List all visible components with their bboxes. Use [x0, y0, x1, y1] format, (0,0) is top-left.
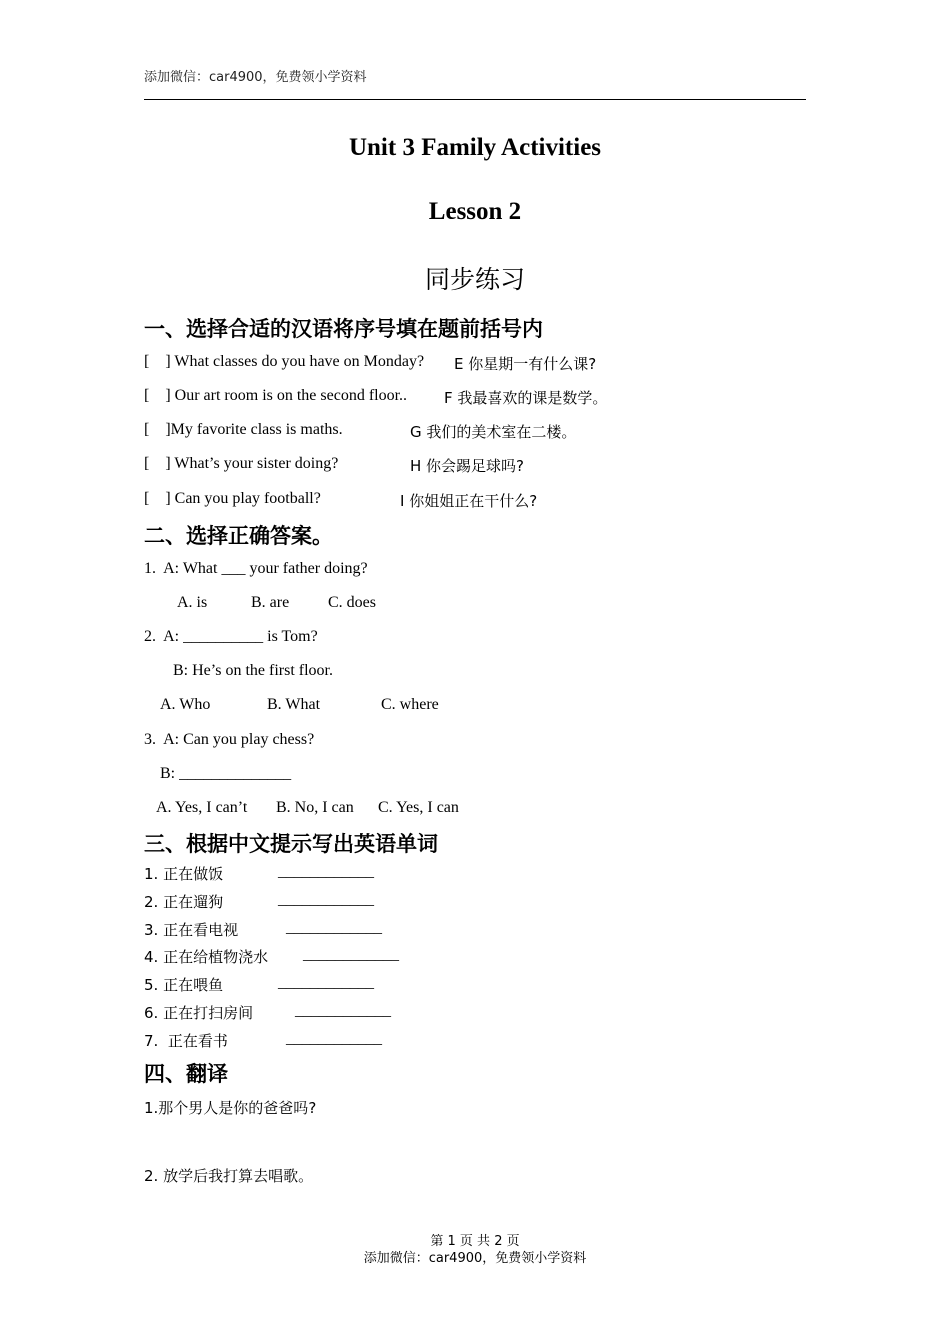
s2-q3-question: 3. A: Can you play chess?	[144, 731, 315, 748]
page-header-text: 添加微信：car4900，免费领小学资料	[144, 70, 367, 85]
s1-item-5-en: [ ] Can you play football?	[144, 490, 321, 507]
s1-item-3-cn: G 我们的美术室在二楼。	[410, 423, 577, 441]
s1-item-3-en: [ ]My favorite class is maths.	[144, 421, 343, 438]
s3-item-7-blank: ____________	[286, 1030, 382, 1047]
s3-item-6-blank: ____________	[295, 1002, 391, 1019]
s4-item-1: 1.那个男人是你的爸爸吗?	[144, 1099, 317, 1117]
lesson-title: Lesson 2	[428, 198, 522, 225]
exercise-subtitle: 同步练习	[424, 265, 525, 294]
s1-item-2-cn: F 我最喜欢的课是数学。	[444, 389, 608, 407]
header-divider	[144, 99, 806, 100]
s3-item-2-blank: ____________	[278, 891, 374, 908]
s2-q3-answer: B: ______________	[160, 765, 292, 782]
page-number: 第 1 页 共 2 页	[430, 1234, 520, 1249]
s3-item-3-label: 3. 正在看电视	[144, 921, 239, 939]
s3-item-4-label: 4. 正在给植物浇水	[144, 948, 269, 966]
s2-q1-question: 1. A: What ___ your father doing?	[144, 560, 368, 577]
s2-q2-option-a: A. Who	[160, 696, 211, 713]
section2-heading: 二、选择正确答案。	[144, 524, 333, 548]
s1-item-5-cn: I 你姐姐正在干什么?	[400, 492, 538, 510]
s1-item-4-cn: H 你会踢足球吗?	[410, 457, 525, 475]
s1-item-4-en: [ ] What’s your sister doing?	[144, 455, 339, 472]
section1-heading: 一、选择合适的汉语将序号填在题前括号内	[144, 317, 543, 341]
s3-item-2-label: 2. 正在遛狗	[144, 893, 224, 911]
s2-q1-option-a: A. is	[177, 594, 208, 611]
s1-item-2-en: [ ] Our art room is on the second floor..	[144, 387, 408, 404]
s2-q2-answer: B: He’s on the first floor.	[173, 662, 333, 679]
s2-q1-option-c: C. does	[328, 594, 376, 611]
unit-title: Unit 3 Family Activities	[348, 134, 602, 161]
s3-item-7-label: 7. 正在看书	[144, 1032, 228, 1050]
s1-item-1-cn: E 你星期一有什么课?	[454, 355, 597, 373]
s2-q1-option-b: B. are	[251, 594, 290, 611]
s2-q2-option-c: C. where	[381, 696, 439, 713]
page-footer-text: 添加微信：car4900，免费领小学资料	[363, 1251, 587, 1266]
s3-item-1-blank: ____________	[278, 863, 374, 880]
s2-q3-option-a: A. Yes, I can’t	[156, 799, 248, 816]
s4-item-2: 2. 放学后我打算去唱歌。	[144, 1167, 314, 1185]
s2-q3-option-c: C. Yes, I can	[378, 799, 459, 816]
section4-heading: 四、翻译	[144, 1062, 228, 1086]
s3-item-3-blank: ____________	[286, 919, 382, 936]
s3-item-4-blank: ____________	[303, 946, 399, 963]
section3-heading: 三、根据中文提示写出英语单词	[144, 832, 438, 856]
s1-item-1-en: [ ] What classes do you have on Monday?	[144, 353, 425, 370]
s2-q2-question: 2. A: __________ is Tom?	[144, 628, 318, 645]
s2-q3-option-b: B. No, I can	[276, 799, 354, 816]
s3-item-1-label: 1. 正在做饭	[144, 865, 224, 883]
s3-item-5-label: 5. 正在喂鱼	[144, 976, 224, 994]
s3-item-6-label: 6. 正在打扫房间	[144, 1004, 254, 1022]
s2-q2-option-b: B. What	[267, 696, 321, 713]
s3-item-5-blank: ____________	[278, 974, 374, 991]
